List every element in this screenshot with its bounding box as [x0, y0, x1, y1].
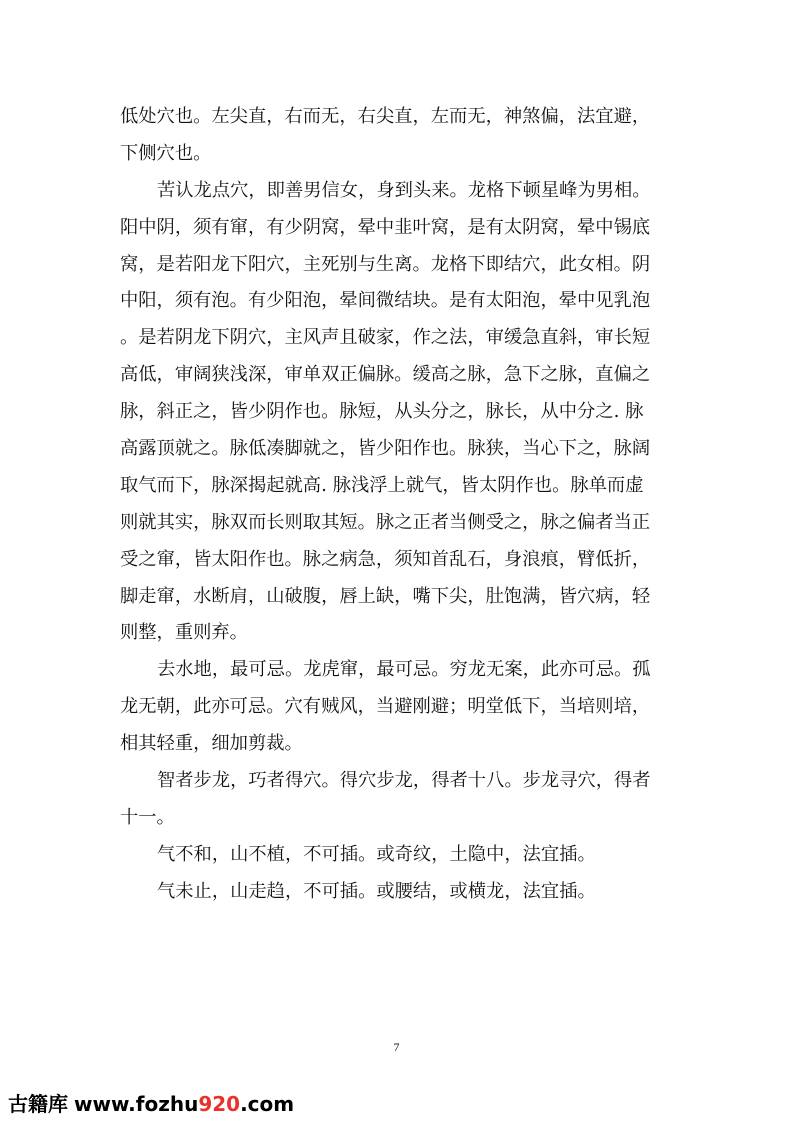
text-line: 窝，是若阳龙下阳穴，主死别与生离。龙格下即结穴，此女相。阴	[120, 253, 651, 275]
text-line: 低处穴也。左尖直，右而无，右尖直，左而无，神煞偏，法宜避，	[120, 106, 651, 127]
watermark-url-number: 920	[198, 1092, 241, 1116]
text-line: 则整，重则弃。	[120, 622, 248, 644]
body-text	[120, 99, 665, 911]
watermark	[8, 1088, 294, 1117]
text-line: 则就其实，脉双而长则取其短。脉之正者当侧受之，脉之偏者当正	[120, 511, 651, 533]
text-line: 气不和，山不植，不可插。或奇纹，土隐中，法宜插。	[157, 843, 596, 865]
text-line: 受之窜，皆太阳作也。脉之病急，须知首乱石，身浪痕，臂低折，	[120, 548, 651, 570]
watermark-brand: 古籍库	[8, 1092, 68, 1116]
text-line: 阳中阴，须有窜，有少阴窝，晕中韭叶窝，是有太阴窝，晕中锡底	[120, 216, 651, 238]
text-line: 下侧穴也。	[120, 142, 212, 164]
watermark-url-prefix: www.fozhu	[74, 1092, 199, 1116]
text-line: 苦认龙点穴，即善男信女，身到头来。龙格下顿星峰为男相。	[157, 179, 651, 201]
text-line: 气未止，山走趋，不可插。或腰结，或横龙，法宜插。	[157, 880, 596, 902]
watermark-url	[74, 1092, 294, 1116]
page-number: 7	[393, 1040, 400, 1054]
text-line: 高低，审阔狭浅深，审单双正偏脉。缓高之脉，急下之脉，直偏之	[120, 364, 651, 386]
watermark-url-suffix: .com	[240, 1092, 295, 1116]
text-line: 龙无朝，此亦可忌。穴有贼风，当避刚避；明堂低下，当培则培，	[120, 696, 651, 718]
text-line: 脉，斜正之，皆少阴作也。脉短，从头分之，脉长，从中分之. 脉	[120, 401, 644, 423]
text-line: 。是若阴龙下阴穴，主风声且破家，作之法，审缓急直斜，审长短	[120, 327, 651, 349]
text-line: 脚走窜，水断肩，山破腹，唇上缺，嘴下尖，肚饱满，皆穴病，轻	[120, 585, 651, 607]
text-line: 智者步龙，巧者得穴。得穴步龙，得者十八。步龙寻穴，得者	[157, 770, 651, 792]
text-line: 取气而下，脉深揭起就高. 脉浅浮上就气，皆太阴作也。脉单而虚	[120, 474, 644, 496]
text-line: 相其轻重，细加剪裁。	[120, 733, 303, 755]
text-line: 去水地，最可忌。龙虎窜，最可忌。穷龙无案，此亦可忌。孤	[157, 659, 651, 681]
text-line: 高露顶就之。脉低凑脚就之，皆少阳作也。脉狭，当心下之，脉阔	[120, 438, 651, 460]
text-line: 十一。	[120, 806, 175, 828]
text-line: 中阳，须有泡。有少阳泡，晕间微结块。是有太阳泡，晕中见乳泡	[120, 290, 651, 312]
